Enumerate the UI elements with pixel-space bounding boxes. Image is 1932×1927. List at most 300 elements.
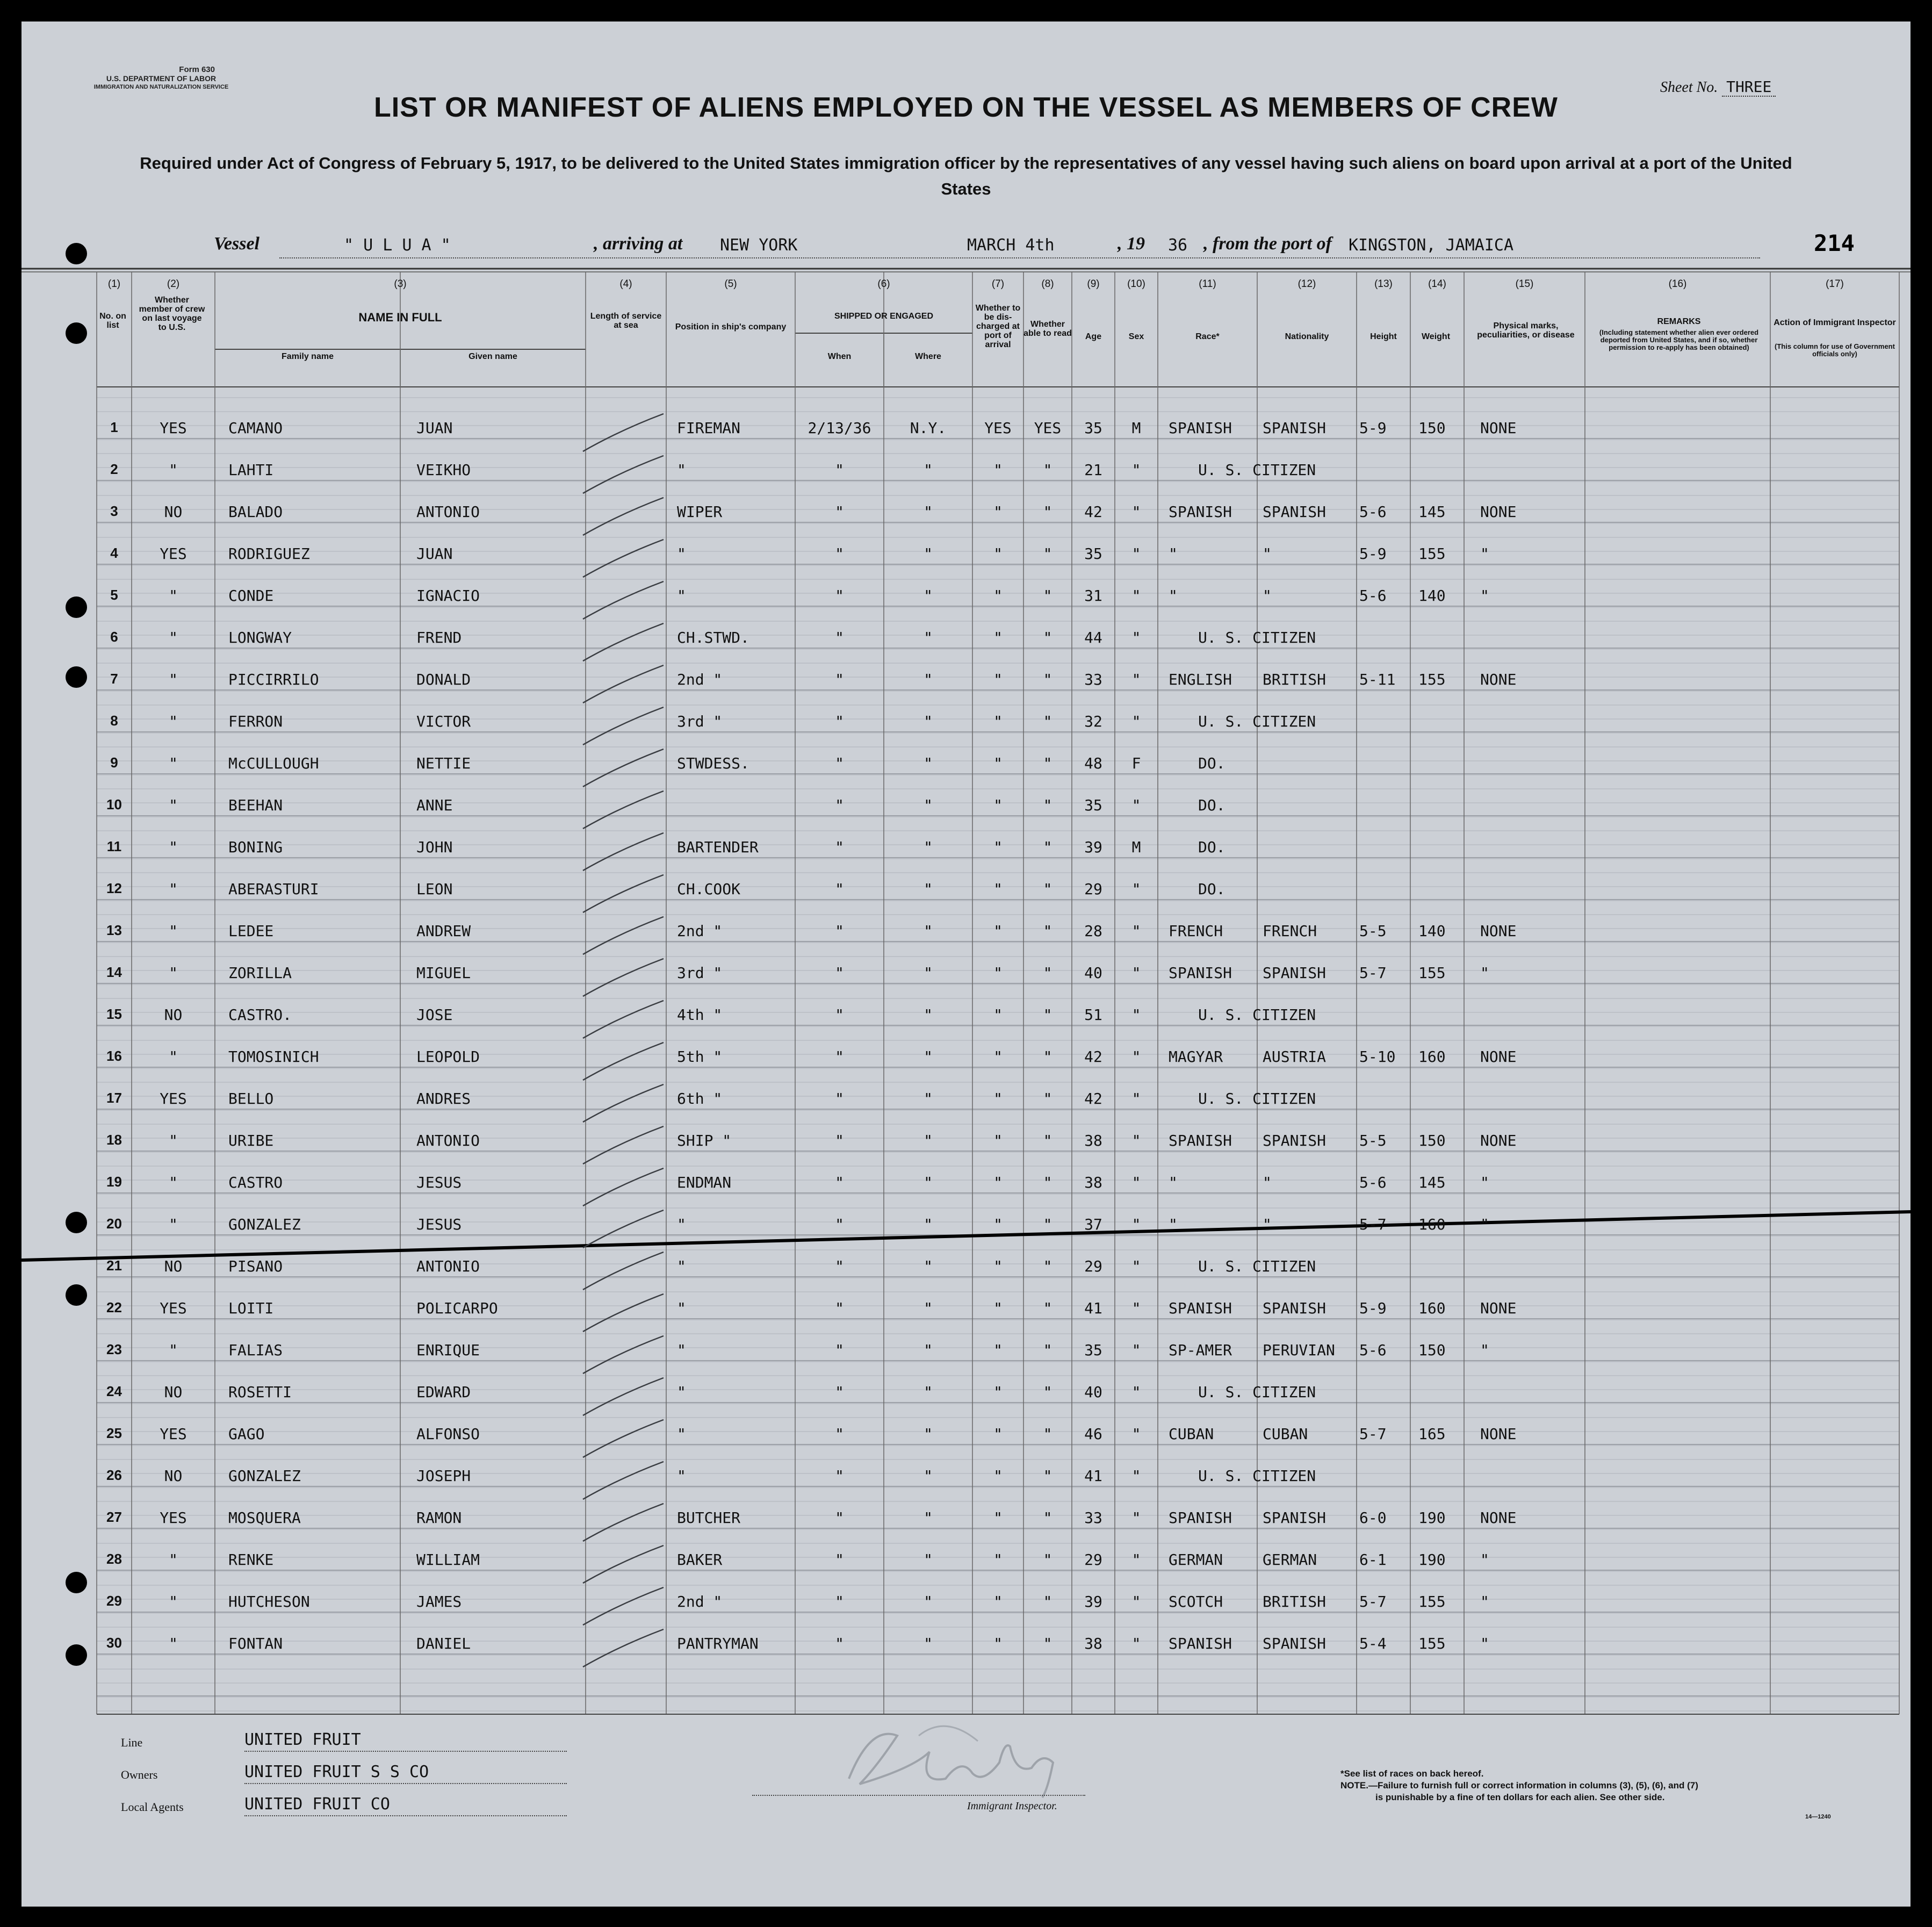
cell-member: ": [169, 1551, 178, 1569]
cell-no: 6: [110, 629, 118, 645]
cell-no: 5: [110, 587, 118, 603]
cell-no: 4: [110, 545, 118, 561]
cell-when: ": [835, 1341, 844, 1359]
cell-read: ": [1043, 461, 1052, 479]
cell-marks: ": [1480, 545, 1489, 563]
cell-no: 9: [110, 754, 118, 771]
manifest-sheet: [21, 21, 1911, 1907]
cell-age: 29: [1084, 1551, 1102, 1569]
cell-family: LEDEE: [228, 922, 274, 940]
cell-marks: ": [1480, 1216, 1489, 1233]
header-length-service: Length of service at sea: [590, 312, 662, 330]
cell-no: 27: [106, 1509, 122, 1525]
cell-family: RODRIGUEZ: [228, 545, 310, 563]
cell-height: 5-5: [1359, 1132, 1387, 1149]
cell-weight: 155: [1418, 1635, 1446, 1652]
cell-age: 35: [1084, 796, 1102, 814]
cell-member: ": [169, 922, 178, 940]
cell-sex: ": [1131, 1467, 1141, 1485]
cell-given: LEON: [416, 880, 453, 898]
cell-race: CUBAN: [1169, 1425, 1214, 1443]
column-number: (9): [1087, 278, 1100, 290]
cell-sex: ": [1131, 1216, 1141, 1233]
cell-weight: 150: [1418, 1341, 1446, 1359]
cell-weight: 160: [1418, 1216, 1446, 1233]
cell-member: ": [169, 1132, 178, 1149]
cell-given: JAMES: [416, 1593, 462, 1610]
cell-discharged: ": [993, 880, 1003, 898]
cell-no: 23: [106, 1341, 122, 1357]
cell-family: BONING: [228, 838, 283, 856]
cell-marks: ": [1480, 1635, 1489, 1652]
cell-read: ": [1043, 1090, 1052, 1108]
cell-no: 1: [110, 419, 118, 435]
cell-marks: NONE: [1480, 503, 1517, 521]
cell-weight: 165: [1418, 1425, 1446, 1443]
cell-race: SPANISH: [1169, 419, 1232, 437]
header-position: Position in ship's company: [675, 322, 787, 332]
cell-read: ": [1043, 671, 1052, 688]
year-value: 36: [1168, 236, 1188, 255]
cell-discharged: ": [993, 1132, 1003, 1149]
cell-family: TOMOSINICH: [228, 1048, 319, 1066]
header-given-name: Given name: [468, 352, 517, 361]
cell-race: MAGYAR: [1169, 1048, 1223, 1066]
cell-family: CASTRO.: [228, 1006, 292, 1024]
cell-read: ": [1043, 503, 1052, 521]
cell-position: STWDESS.: [677, 754, 749, 772]
cell-member: YES: [160, 1425, 187, 1443]
cell-when: ": [835, 671, 844, 688]
cell-position: ": [677, 545, 686, 563]
cell-when: ": [835, 1048, 844, 1066]
header-discharged: Whether to be dis-charged at port of arrival: [975, 304, 1021, 349]
column-number: (4): [619, 278, 632, 290]
cell-height: 5-9: [1359, 1299, 1387, 1317]
cell-member: ": [169, 461, 178, 479]
cell-read: ": [1043, 1551, 1052, 1569]
sheet-value: THREE: [1722, 78, 1776, 97]
cell-marks: ": [1480, 1593, 1489, 1610]
cell-family: RENKE: [228, 1551, 274, 1569]
cell-family: LOITI: [228, 1299, 274, 1317]
cell-position: CH.COOK: [677, 880, 741, 898]
header-name-in-full: NAME IN FULL: [358, 311, 442, 324]
cell-age: 42: [1084, 1048, 1102, 1066]
cell-position: 3rd ": [677, 964, 723, 982]
cell-given: VICTOR: [416, 713, 471, 730]
cell-position: CH.STWD.: [677, 629, 749, 646]
cell-no: 12: [106, 880, 122, 896]
cell-sex: M: [1131, 419, 1141, 437]
cell-member: YES: [160, 419, 187, 437]
cell-weight: 160: [1418, 1299, 1446, 1317]
arriving-label: , arriving at: [594, 234, 683, 254]
cell-age: 40: [1084, 1383, 1102, 1401]
cell-read: YES: [1034, 419, 1062, 437]
cell-discharged: ": [993, 1509, 1003, 1527]
cell-age: 21: [1084, 461, 1102, 479]
cell-citizenship: U. S. CITIZEN: [1198, 629, 1316, 646]
cell-member: NO: [164, 1383, 183, 1401]
cell-sex: ": [1131, 1383, 1141, 1401]
cell-family: FONTAN: [228, 1635, 283, 1652]
cell-read: ": [1043, 1216, 1052, 1233]
cell-position: 2nd ": [677, 1593, 723, 1610]
cell-when: ": [835, 1467, 844, 1485]
cell-no: 17: [106, 1090, 122, 1106]
cell-given: DANIEL: [416, 1635, 471, 1652]
header-age: Age: [1085, 332, 1102, 341]
cell-position: ": [677, 1467, 686, 1485]
cell-when: ": [835, 1006, 844, 1024]
cell-height: 5-7: [1359, 964, 1387, 982]
cell-no: 22: [106, 1299, 122, 1315]
cell-nationality: ": [1263, 545, 1272, 563]
cell-discharged: ": [993, 503, 1003, 521]
cell-height: 5-7: [1359, 1216, 1387, 1233]
cell-when: ": [835, 880, 844, 898]
cell-position: 6th ": [677, 1090, 723, 1108]
cell-no: 3: [110, 503, 118, 519]
cell-member: ": [169, 796, 178, 814]
cell-where: ": [924, 629, 933, 646]
cell-marks: NONE: [1480, 1509, 1517, 1527]
cell-discharged: ": [993, 1635, 1003, 1652]
cell-race: SPANISH: [1169, 1132, 1232, 1149]
cell-family: URIBE: [228, 1132, 274, 1149]
cell-no: 16: [106, 1048, 122, 1064]
department-name: U.S. DEPARTMENT OF LABOR: [106, 74, 217, 83]
cell-where: ": [924, 964, 933, 982]
cell-marks: ": [1480, 1174, 1489, 1191]
cell-read: ": [1043, 1425, 1052, 1443]
cell-given: MIGUEL: [416, 964, 471, 982]
cell-marks: NONE: [1480, 1048, 1517, 1066]
cell-given: IGNACIO: [416, 587, 480, 605]
cell-discharged: ": [993, 671, 1003, 688]
cell-race: SP-AMER: [1169, 1341, 1232, 1359]
cell-given: ANTONIO: [416, 1257, 480, 1275]
line-value: UNITED FRUIT: [244, 1730, 361, 1749]
cell-weight: 190: [1418, 1509, 1446, 1527]
cell-read: ": [1043, 796, 1052, 814]
cell-sex: M: [1131, 838, 1141, 856]
cell-weight: 150: [1418, 419, 1446, 437]
binder-hole: [66, 666, 87, 688]
cell-when: ": [835, 1635, 844, 1652]
cell-when: ": [835, 587, 844, 605]
cell-height: 5-4: [1359, 1635, 1387, 1652]
cell-position: 5th ": [677, 1048, 723, 1066]
cell-member: ": [169, 1048, 178, 1066]
arriving-value: NEW YORK: [720, 236, 798, 255]
cell-family: CAMANO: [228, 419, 283, 437]
cell-family: MOSQUERA: [228, 1509, 301, 1527]
column-number: (8): [1041, 278, 1054, 290]
column-number: (10): [1127, 278, 1145, 290]
header-when: When: [827, 352, 852, 361]
cell-race: ": [1169, 545, 1178, 563]
cell-where: ": [924, 1006, 933, 1024]
cell-given: POLICARPO: [416, 1299, 498, 1317]
cell-sex: ": [1131, 461, 1141, 479]
header-physical-marks: Physical marks, peculiarities, or disease: [1477, 321, 1575, 340]
cell-age: 31: [1084, 587, 1102, 605]
cell-discharged: ": [993, 1383, 1003, 1401]
cell-height: 5-5: [1359, 922, 1387, 940]
cell-discharged: ": [993, 1048, 1003, 1066]
header-remarks-sub: (Including statement whether alien ever ordered deported from United States, and if so, whether permission to re-apply has been obtained): [1599, 328, 1759, 351]
cell-family: GAGO: [228, 1425, 265, 1443]
cell-when: ": [835, 1509, 844, 1527]
cell-race: GERMAN: [1169, 1551, 1223, 1569]
cell-given: DONALD: [416, 671, 471, 688]
binder-hole: [66, 1212, 87, 1233]
cell-sex: ": [1131, 1635, 1141, 1652]
cell-member: ": [169, 1635, 178, 1652]
cell-when: ": [835, 1090, 844, 1108]
cell-when: ": [835, 838, 844, 856]
cell-discharged: YES: [984, 419, 1012, 437]
cell-position: 2nd ": [677, 671, 723, 688]
cell-no: 18: [106, 1132, 122, 1148]
cell-where: ": [924, 1593, 933, 1610]
cell-family: PICCIRRILO: [228, 671, 319, 688]
cell-discharged: ": [993, 1593, 1003, 1610]
cell-age: 38: [1084, 1635, 1102, 1652]
header-where: Where: [915, 352, 941, 361]
cell-nationality: SPANISH: [1263, 419, 1327, 437]
cell-given: ANDREW: [416, 922, 471, 940]
cell-discharged: ": [993, 1006, 1003, 1024]
cell-nationality: BRITISH: [1263, 1593, 1327, 1610]
cell-member: NO: [164, 1006, 183, 1024]
cell-given: EDWARD: [416, 1383, 471, 1401]
cell-age: 41: [1084, 1299, 1102, 1317]
cell-race: SPANISH: [1169, 503, 1232, 521]
cell-weight: 155: [1418, 964, 1446, 982]
cell-nationality: SPANISH: [1263, 1635, 1327, 1652]
cell-when: ": [835, 713, 844, 730]
binder-hole: [66, 1572, 87, 1593]
cell-read: ": [1043, 1257, 1052, 1275]
binder-hole: [66, 322, 87, 344]
cell-member: ": [169, 671, 178, 688]
cell-position: BUTCHER: [677, 1509, 741, 1527]
cell-family: GONZALEZ: [228, 1467, 301, 1485]
cell-citizenship: U. S. CITIZEN: [1198, 1090, 1316, 1108]
cell-position: ": [677, 587, 686, 605]
cell-nationality: SPANISH: [1263, 1132, 1327, 1149]
date-value: MARCH 4th: [967, 236, 1055, 255]
header-no-on-list: No. on list: [99, 312, 126, 330]
cell-sex: ": [1131, 1593, 1141, 1610]
cell-nationality: AUSTRIA: [1263, 1048, 1327, 1066]
cell-position: BARTENDER: [677, 838, 759, 856]
cell-weight: 150: [1418, 1132, 1446, 1149]
cell-where: ": [924, 1467, 933, 1485]
cell-family: GONZALEZ: [228, 1216, 301, 1233]
cell-age: 35: [1084, 545, 1102, 563]
cell-when: ": [835, 1132, 844, 1149]
cell-position: FIREMAN: [677, 419, 741, 437]
note-line-2: is punishable by a fine of ten dollars for each alien. See other side.: [1375, 1792, 1665, 1802]
cell-read: ": [1043, 922, 1052, 940]
cell-race: SPANISH: [1169, 1509, 1232, 1527]
cell-sex: ": [1131, 1090, 1141, 1108]
column-number: (7): [991, 278, 1005, 290]
cell-where: ": [924, 754, 933, 772]
cell-no: 8: [110, 713, 118, 729]
cell-member: NO: [164, 1257, 183, 1275]
cell-marks: ": [1480, 587, 1489, 605]
column-number: (12): [1297, 278, 1316, 290]
cell-family: ZORILLA: [228, 964, 292, 982]
cell-nationality: ": [1263, 587, 1272, 605]
cell-sex: ": [1131, 671, 1141, 688]
cell-position: WIPER: [677, 503, 723, 521]
cell-when: ": [835, 964, 844, 982]
form-code: 14—1240: [1805, 1814, 1831, 1820]
cell-sex: ": [1131, 1509, 1141, 1527]
cell-nationality: PERUVIAN: [1263, 1341, 1335, 1359]
cell-marks: ": [1480, 1341, 1489, 1359]
cell-nationality: ": [1263, 1174, 1272, 1191]
cell-no: 26: [106, 1467, 122, 1483]
cell-age: 28: [1084, 922, 1102, 940]
cell-when: 2/13/36: [808, 419, 871, 437]
cell-nationality: SPANISH: [1263, 964, 1327, 982]
cell-family: BEEHAN: [228, 796, 283, 814]
cell-no: 14: [106, 964, 122, 980]
cell-member: ": [169, 629, 178, 646]
cell-where: ": [924, 1383, 933, 1401]
cell-nationality: SPANISH: [1263, 1299, 1327, 1317]
cell-marks: NONE: [1480, 671, 1517, 688]
cell-position: ENDMAN: [677, 1174, 732, 1191]
cell-age: 33: [1084, 1509, 1102, 1527]
cell-family: ABERASTURI: [228, 880, 319, 898]
cell-sex: F: [1131, 754, 1141, 772]
cell-height: 5-6: [1359, 587, 1387, 605]
cell-given: ANDRES: [416, 1090, 471, 1108]
header-shipped-engaged: SHIPPED OR ENGAGED: [834, 312, 934, 321]
cell-where: ": [924, 1341, 933, 1359]
cell-position: ": [677, 1257, 686, 1275]
cell-where: ": [924, 545, 933, 563]
cell-member: NO: [164, 1467, 183, 1485]
cell-marks: NONE: [1480, 419, 1517, 437]
cell-read: ": [1043, 880, 1052, 898]
cell-discharged: ": [993, 922, 1003, 940]
cell-position: ": [677, 1299, 686, 1317]
cell-discharged: ": [993, 964, 1003, 982]
cell-when: ": [835, 1257, 844, 1275]
cell-given: JOHN: [416, 838, 453, 856]
cell-sex: ": [1131, 1174, 1141, 1191]
cell-height: 5-7: [1359, 1593, 1387, 1610]
cell-race: SPANISH: [1169, 1299, 1232, 1317]
cell-marks: NONE: [1480, 1299, 1517, 1317]
year-prefix: , 19: [1118, 234, 1145, 254]
cell-age: 29: [1084, 880, 1102, 898]
cell-family: FALIAS: [228, 1341, 283, 1359]
cell-read: ": [1043, 1048, 1052, 1066]
cell-age: 29: [1084, 1257, 1102, 1275]
binder-hole: [66, 1644, 87, 1666]
cell-weight: 155: [1418, 545, 1446, 563]
cell-citizenship: DO.: [1198, 880, 1225, 898]
cell-weight: 140: [1418, 587, 1446, 605]
cell-given: RAMON: [416, 1509, 462, 1527]
port-value: KINGSTON, JAMAICA: [1349, 236, 1514, 255]
cell-height: 6-0: [1359, 1509, 1387, 1527]
cell-family: BELLO: [228, 1090, 274, 1108]
cell-member: YES: [160, 1090, 187, 1108]
cell-read: ": [1043, 587, 1052, 605]
cell-no: 30: [106, 1635, 122, 1651]
cell-when: ": [835, 1425, 844, 1443]
inspector-label: Immigrant Inspector.: [967, 1800, 1057, 1812]
cell-height: 6-1: [1359, 1551, 1387, 1569]
service-name: IMMIGRATION AND NATURALIZATION SERVICE: [93, 84, 229, 90]
cell-marks: NONE: [1480, 1425, 1517, 1443]
cell-given: ANTONIO: [416, 503, 480, 521]
cell-given: ENRIQUE: [416, 1341, 480, 1359]
cell-where: ": [924, 1132, 933, 1149]
cell-when: ": [835, 503, 844, 521]
cell-weight: 155: [1418, 1593, 1446, 1610]
cell-member: ": [169, 1174, 178, 1191]
agents-value: UNITED FRUIT CO: [244, 1795, 390, 1814]
cell-race: SPANISH: [1169, 964, 1232, 982]
header-weight: Weight: [1421, 332, 1451, 341]
cell-citizenship: DO.: [1198, 796, 1225, 814]
cell-race: SCOTCH: [1169, 1593, 1223, 1610]
cell-where: ": [924, 880, 933, 898]
cell-when: ": [835, 922, 844, 940]
cell-discharged: ": [993, 754, 1003, 772]
cell-position: ": [677, 1425, 686, 1443]
cell-position: BAKER: [677, 1551, 723, 1569]
column-number: (1): [107, 278, 121, 290]
cell-sex: ": [1131, 629, 1141, 646]
cell-position: ": [677, 461, 686, 479]
cell-age: 42: [1084, 503, 1102, 521]
cell-discharged: ": [993, 1216, 1003, 1233]
cell-member: YES: [160, 545, 187, 563]
cell-nationality: BRITISH: [1263, 671, 1327, 688]
cell-read: ": [1043, 754, 1052, 772]
cell-no: 13: [106, 922, 122, 938]
cell-member: ": [169, 587, 178, 605]
cell-discharged: ": [993, 545, 1003, 563]
cell-no: 15: [106, 1006, 122, 1022]
column-number: (2): [167, 278, 180, 290]
cell-read: ": [1043, 838, 1052, 856]
cell-marks: NONE: [1480, 1132, 1517, 1149]
cell-sex: ": [1131, 796, 1141, 814]
cell-where: N.Y.: [910, 419, 947, 437]
cell-read: ": [1043, 1341, 1052, 1359]
cell-when: ": [835, 1216, 844, 1233]
form-number: Form 630: [179, 65, 215, 74]
column-number: (17): [1826, 278, 1844, 290]
cell-age: 35: [1084, 1341, 1102, 1359]
cell-citizenship: U. S. CITIZEN: [1198, 1383, 1316, 1401]
cell-no: 24: [106, 1383, 122, 1399]
